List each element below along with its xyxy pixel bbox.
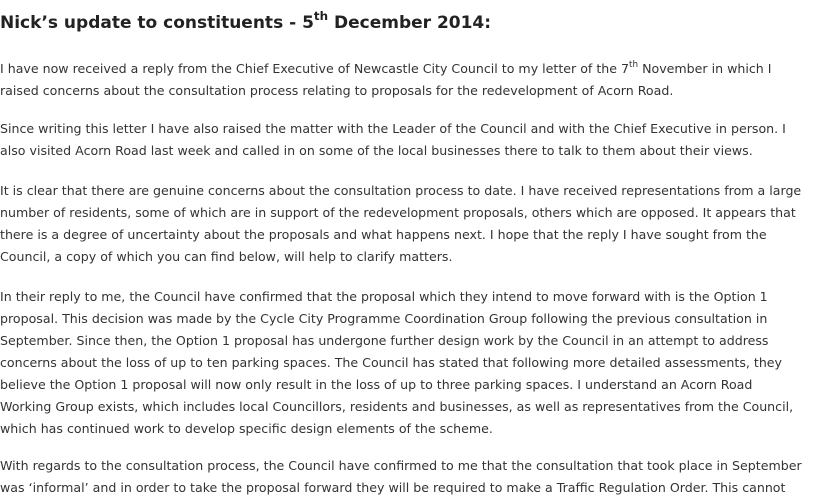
paragraph-line: September. Since then, the Option 1 proposal has undergone further design work by the Council in an attempt to address — [0, 333, 769, 348]
paragraph-line: was ‘informal’ and in order to take the proposal forward they will be required to make a Traffic Regulation Order. This cannot — [0, 480, 786, 495]
ordinal-suffix: th — [629, 59, 639, 70]
page-title-prefix: Nick’s update to constituents - 5 — [0, 13, 314, 33]
paragraph-line: Working Group exists, which includes local Councillors, residents and businesses, as well as representatives from the Council, — [0, 399, 794, 414]
paragraph-reply-received — [0, 58, 826, 102]
paragraph-line: number of residents, some of which are in support of the redevelopment proposals, others which are opposed. It appears that — [0, 205, 796, 220]
paragraph-line: also visited Acorn Road last week and called in on some of the local businesses there to talk to them about their views. — [0, 143, 753, 158]
paragraph-raised-matter — [0, 118, 826, 162]
page-title-suffix: December 2014: — [328, 13, 492, 33]
paragraph-line: concerns about the loss of up to ten parking spaces. The Council has stated that following more detailed assessments, they — [0, 355, 783, 370]
paragraph-line — [0, 58, 826, 80]
paragraph-line: believe the Option 1 proposal will now only result in the loss of up to three parking spaces. I understand an Acorn Road — [0, 377, 753, 392]
paragraph-line: It is clear that there are genuine concerns about the consultation process to date. I have received representations from a large — [0, 183, 802, 198]
paragraph-text: I have now received a reply from the Chief Executive of Newcastle City Council to my letter of the 7 — [0, 61, 630, 76]
paragraph-line: In their reply to me, the Council have confirmed that the proposal which they intend to move forward with is the Option 1 — [0, 289, 768, 304]
paragraph-line: raised concerns about the consultation process relating to proposals for the redevelopment of Acorn Road. — [0, 83, 674, 98]
paragraph-genuine-concerns — [0, 180, 826, 268]
paragraph-council-reply — [0, 286, 826, 440]
paragraph-consultation-process — [0, 455, 826, 499]
paragraph-text: November in which I — [638, 61, 772, 76]
page-title-ordinal: th — [313, 8, 329, 23]
paragraph-line: proposal. This decision was made by the Cycle City Programme Coordination Group following the previous consultation in — [0, 311, 768, 326]
paragraph-line: With regards to the consultation process, the Council have confirmed to me that the consultation that took place in September — [0, 458, 802, 473]
paragraph-line: Council, a copy of which you can find below, will help to clarify matters. — [0, 249, 453, 264]
paragraph-line: there is a degree of uncertainty about the proposals and what happens next. I hope that the reply I have sought from the — [0, 227, 767, 242]
page-title — [0, 8, 492, 34]
paragraph-line: Since writing this letter I have also raised the matter with the Leader of the Council and with the Chief Executive in person. I — [0, 121, 786, 136]
paragraph-line: which has continued work to develop specific design elements of the scheme. — [0, 421, 493, 436]
